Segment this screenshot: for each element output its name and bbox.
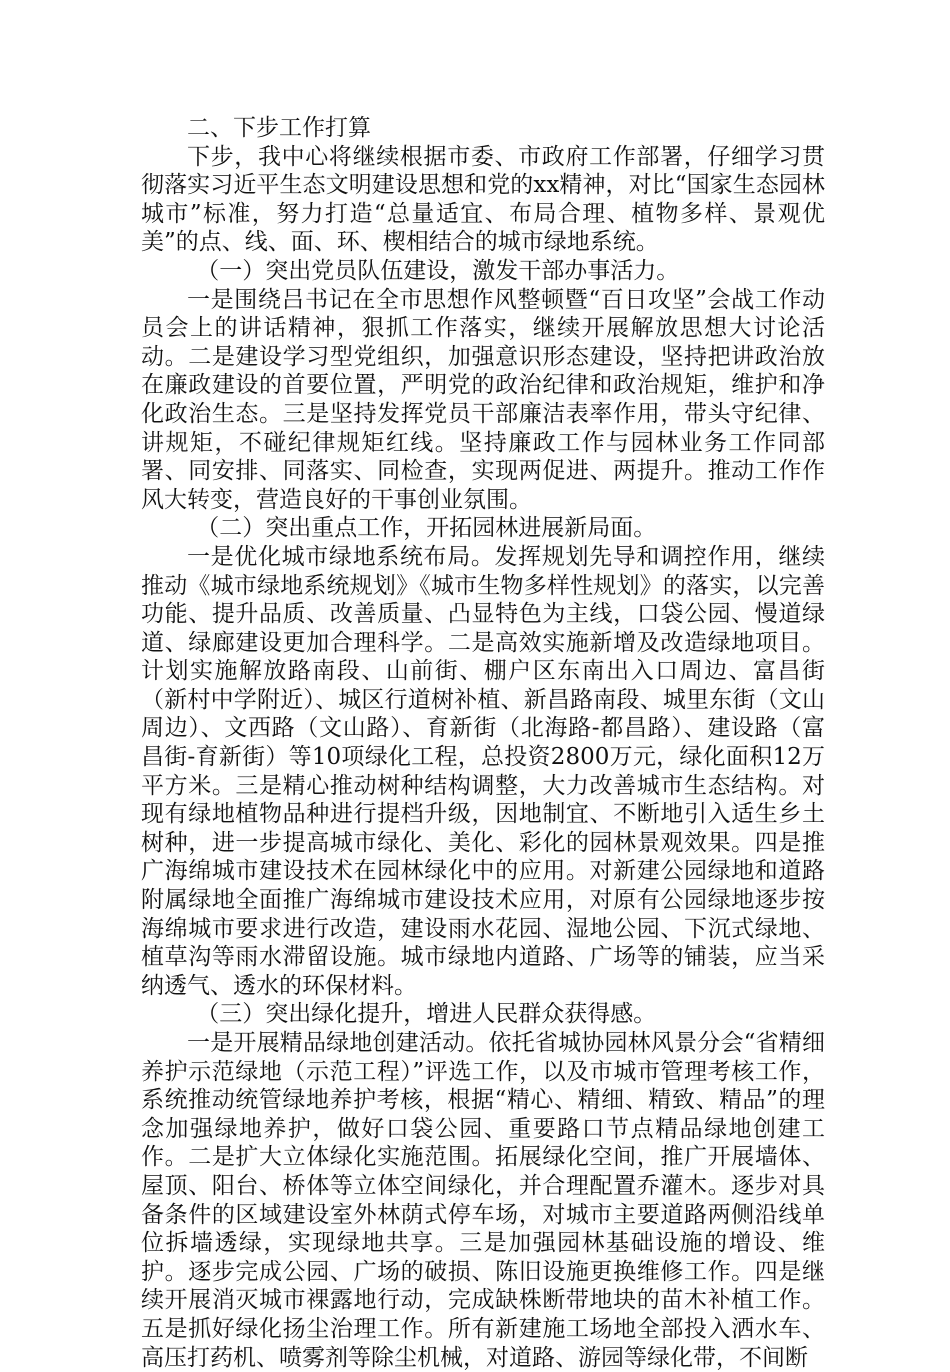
subsection-heading-3: （三）突出绿化提升，增进人民群众获得感。 (196, 1001, 657, 1028)
subsection-body-2: 一是优化城市绿地系统布局。发挥规划先导和调控作用，继续推动《城市绿地系统规划》《城市生物多样性规划》的落实，以完善功能、提升品质、改善质量、凸显特色为主线，口袋公园、慢道绿道、绿廊建设更加合理科学。二是高效实施新增及改造绿地项目。计划实施解放路南段、山前街、棚户区东南出入口周边、富昌街（新村中学附近）、城区行道树补植、新昌路南段、城里东街（文山周边）、文西路（文山路）、育新街（北海路-都昌路）、建设路（富昌街-育新街）等10项绿化工程，总投资2800万元，绿化面积12万平方米。三是精心推动树种结构调整，大力改善城市生态结构。对现有绿地植物品种进行提档升级，因地制宜、不断地引入适生乡土树种，进一步提高城市绿化、美化、彩化的园林景观效果。四是推广海绵城市建设技术在园林绿化中的应用。对新建公园绿地和道路附属绿地全面推广海绵城市建设技术应用，对原有公园绿地逐步按海绵城市要求进行改造，建设雨水花园、湿地公园、下沉式绿地、植草沟等雨水滞留设施。城市绿地内道路、广场等的铺装，应当采纳透气、透水的环保材料。 (141, 543, 825, 999)
subsection-heading-2: （二）突出重点工作，开拓园林进展新局面。 (196, 515, 657, 542)
subsection-body-1: 一是围绕吕书记在全市思想作风整顿暨“百日攻坚”会战工作动员会上的讲话精神，狠抓工作落实，继续开展解放思想大讨论活动。二是建设学习型党组织，加强意识形态建设，坚持把讲政治放在廉政建设的首要位置，严明党的政治纪律和政治规矩，维护和净化政治生态。三是坚持发挥党员干部廉洁表率作用，带头守纪律、讲规矩，不碰纪律规矩红线。坚持廉政工作与园林业务工作同部署、同安排、同落实、同检查，实现两促进、两提升。推动工作作风大转变，营造良好的干事创业氛围。 (141, 286, 825, 513)
subsection-heading-1: （一）突出党员队伍建设，激发干部办事活力。 (196, 257, 680, 284)
subsection-body-3: 一是开展精品绿地创建活动。依托省城协园林风景分会“省精细养护示范绿地（示范工程）”评选工作，以及市城市管理考核工作，系统推动统管绿地养护考核，根据“精心、精细、精致、精品”的理念加强绿地养护，做好口袋公园、重要路口节点精品绿地创建工作。二是扩大立体绿化实施范围。拓展绿化空间，推广开展墙体、屋顶、阳台、桥体等立体空间绿化，并合理配置乔灌木。逐步对具备条件的区域建设室外林荫式停车场，对城市主要道路两侧沿线单位拆墙透绿，实现绿地共享。三是加强园林基础设施的增设、维护。逐步完成公园、广场的破损、陈旧设施更换维修工作。四是继续开展消灭城市裸露地行动，完成缺株断带地块的苗木补植工作。五是抓好绿化扬尘治理工作。所有新建施工场地全部投入洒水车、高压打药机、喷雾剂等除尘机械，对道路、游园等绿化带，不间断 (141, 1030, 825, 1371)
section-heading: 二、下步工作打算 (187, 115, 371, 141)
document-page (141, 114, 825, 1372)
intro-paragraph: 下步，我中心将继续根据市委、市政府工作部署，仔细学习贯彻落实习近平生态文明建设思想和党的xx精神，对比“国家生态园林城市”标准，努力打造“总量适宜、布局合理、植物多样、景观优美”的点、线、面、环、楔相结合的城市绿地系统。 (141, 143, 825, 256)
